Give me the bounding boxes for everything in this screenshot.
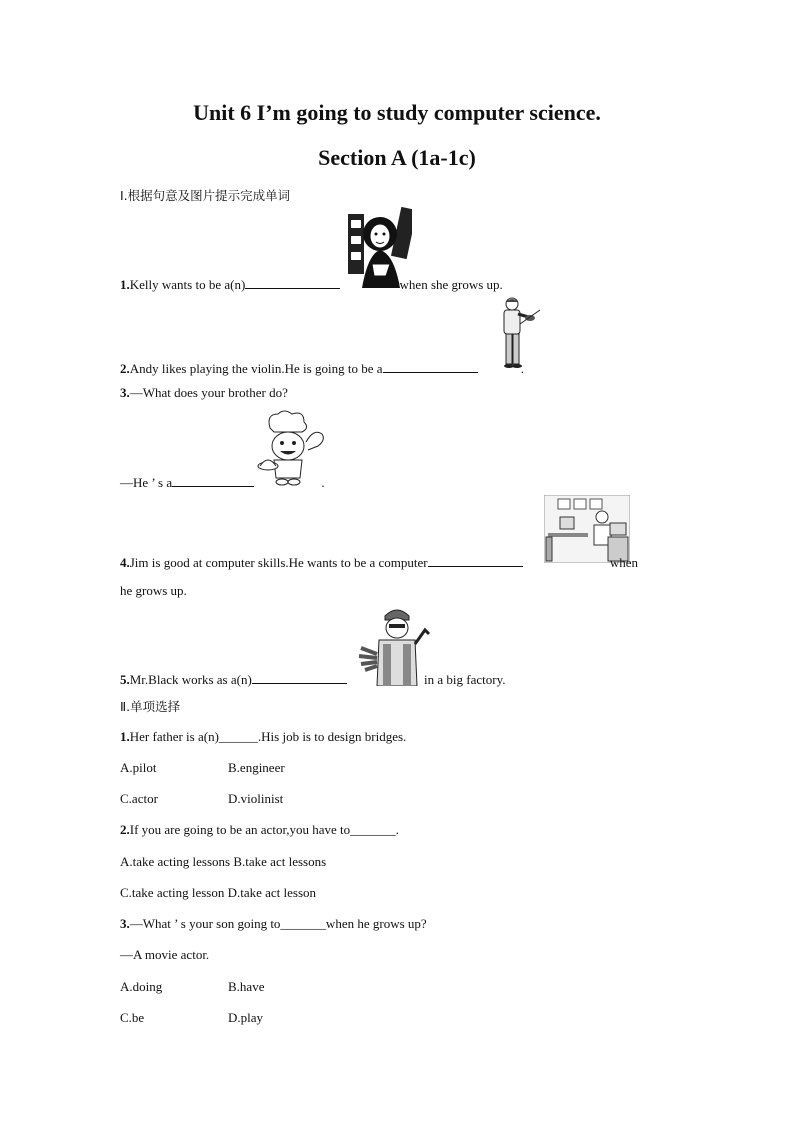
option-a[interactable]: A.doing — [120, 979, 163, 994]
question-text: If you are going to be an actor,you have to_______. — [129, 822, 399, 837]
option-c[interactable]: C.actor — [120, 791, 158, 806]
part2-question-1 — [120, 729, 406, 745]
violinist-picture — [494, 296, 542, 370]
question-number: 2. — [120, 361, 130, 376]
answer-blank[interactable] — [172, 474, 254, 487]
question-text: Her father is a(n)______.His job is to design bridges. — [129, 729, 407, 744]
question-number: 1. — [120, 277, 130, 292]
question-number: 4. — [120, 555, 130, 570]
question-number: 2. — [120, 822, 130, 837]
options-c-d[interactable]: C.take acting lesson D.take act lesson — [120, 885, 317, 900]
option-d[interactable]: D.play — [228, 1010, 264, 1025]
question-text-end: . — [321, 475, 325, 490]
question-text: Kelly wants to be a(n) — [129, 277, 246, 292]
question-number: 5. — [120, 672, 130, 687]
part1-question-1 — [120, 276, 503, 293]
option-d[interactable]: D.violinist — [228, 791, 284, 806]
question-text: —What does your brother do? — [129, 385, 288, 400]
programmer-picture — [544, 495, 630, 563]
part2-question-3 — [120, 916, 427, 932]
question-text: —What ’ s your son going to_______when he grows up? — [129, 916, 427, 931]
part1-question-4 — [120, 554, 638, 571]
part1-question-2 — [120, 360, 524, 377]
answer-blank[interactable] — [252, 671, 347, 684]
part2-question-3-answer: —A movie actor. — [120, 947, 210, 962]
question-text: Andy likes playing the violin.He is going to be a — [129, 361, 383, 376]
option-b[interactable]: B.have — [228, 979, 265, 994]
part2-question-2 — [120, 822, 399, 838]
question-text-end: in a big factory. — [424, 672, 506, 687]
question-text-end: when she grows up. — [399, 277, 503, 292]
option-c[interactable]: C.be — [120, 1010, 145, 1025]
question-text: —He ’ s a — [120, 475, 173, 490]
part1-question-5 — [120, 671, 506, 688]
part1-question-3 — [120, 385, 288, 401]
part1-question-4-continued: he grows up. — [120, 583, 187, 598]
question-text-end: . — [520, 361, 524, 376]
options-a-b[interactable]: A.take acting lessons B.take act lessons — [120, 854, 327, 869]
option-a[interactable]: A.pilot — [120, 760, 157, 775]
answer-blank[interactable] — [383, 360, 478, 373]
question-number: 1. — [120, 729, 130, 744]
answer-blank[interactable] — [245, 276, 340, 289]
question-text: Jim is good at computer skills.He wants to be a computer — [129, 555, 428, 570]
section-subtitle: Section A (1a-1c) — [318, 145, 476, 170]
question-text-end: when — [609, 555, 639, 570]
part2-heading: Ⅱ.单项选择 — [120, 699, 181, 714]
part1-question-3-answer — [120, 474, 325, 491]
option-b[interactable]: B.engineer — [228, 760, 285, 775]
part1-heading: Ⅰ.根据句意及图片提示完成单词 — [120, 188, 291, 203]
question-text: Mr.Black works as a(n) — [129, 672, 252, 687]
question-number: 3. — [120, 385, 130, 400]
unit-title: Unit 6 I’m going to study computer science. — [193, 100, 601, 125]
question-number: 3. — [120, 916, 130, 931]
answer-blank[interactable] — [428, 554, 523, 567]
